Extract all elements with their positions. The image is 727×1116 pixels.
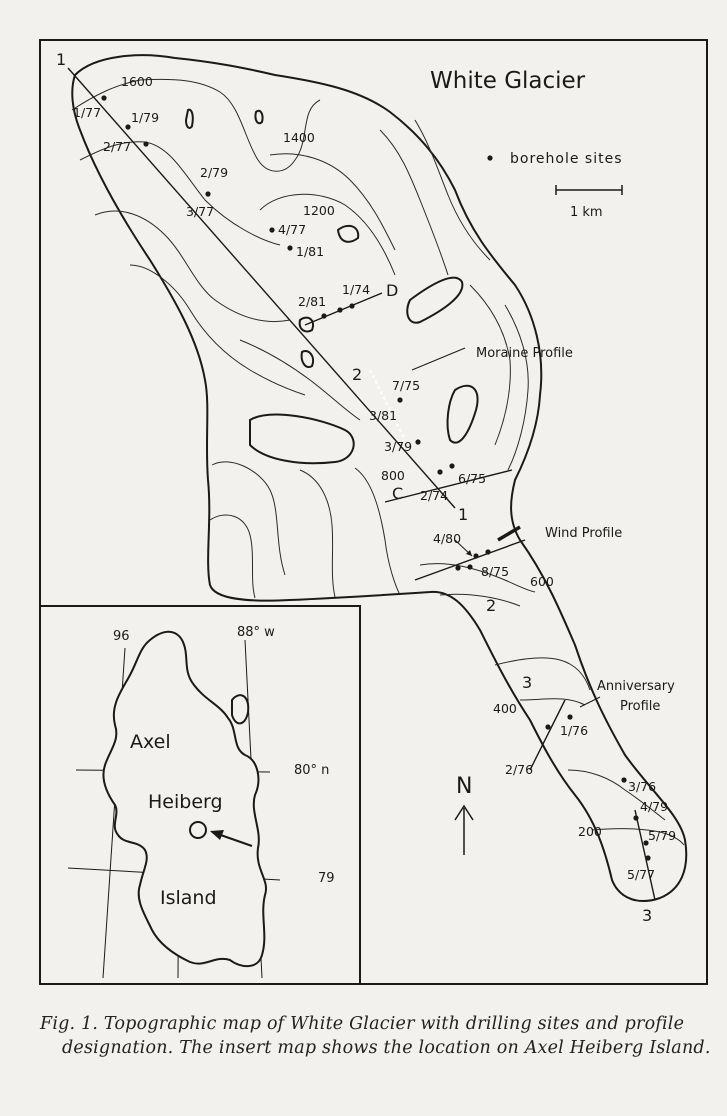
- borehole-label: 3/81: [369, 408, 398, 423]
- profile-2-start: 2: [352, 365, 363, 384]
- borehole-label: 1/74: [342, 282, 371, 297]
- borehole-label: 5/79: [648, 828, 677, 843]
- nunatak: [448, 386, 478, 443]
- borehole-label: 1/79: [131, 110, 160, 125]
- profile-3-end: 3: [642, 906, 653, 925]
- wind-profile-label: Wind Profile: [545, 526, 623, 541]
- profile-1-start: 1: [56, 50, 67, 69]
- contour-label-1200: 1200: [303, 203, 335, 218]
- borehole-label: 1/76: [560, 723, 589, 738]
- nunatak: [186, 110, 193, 128]
- borehole-label: 3/77: [186, 204, 215, 219]
- contour-label-800: 800: [381, 468, 405, 483]
- contour-label-1600: 1600: [121, 74, 153, 89]
- legend-borehole-label: borehole sites: [510, 151, 623, 167]
- nunatak: [407, 278, 462, 323]
- figure-caption: Fig. 1. Topographic map of White Glacier with drilling sites and profile designation. The insert map shows the location on Axel Heiberg Island.: [40, 1014, 711, 1058]
- borehole-label: 3/76: [628, 779, 657, 794]
- borehole-label: 2/77: [103, 139, 132, 154]
- inset-lon-88: 88° w: [237, 625, 275, 640]
- contour-label-200: 200: [578, 824, 602, 839]
- inset-label-heiberg: Heiberg: [148, 791, 223, 813]
- inset-lon-96: 96: [113, 629, 130, 644]
- profile-2-end: 2: [486, 596, 497, 615]
- borehole-label: 8/75: [481, 564, 510, 579]
- anniversary-profile-label-2: Profile: [620, 699, 661, 714]
- location-marker: [190, 822, 206, 838]
- profile-3-lower-line: [635, 810, 655, 900]
- nunatak: [250, 415, 354, 464]
- contour-label-1400: 1400: [283, 130, 315, 145]
- profile-c-label: C: [392, 484, 404, 503]
- inset-label-island: Island: [160, 887, 217, 909]
- north-label: N: [456, 774, 473, 799]
- inset-small-island: [232, 695, 248, 723]
- profile-d-label: D: [386, 281, 399, 300]
- borehole-label: 1/81: [296, 244, 325, 259]
- profile-1-end: 1: [458, 505, 469, 524]
- profile-3-start: 3: [522, 673, 533, 692]
- scale-bar: [556, 185, 622, 195]
- anniversary-profile-label-1: Anniversary: [597, 679, 675, 694]
- borehole-label: 4/77: [278, 222, 307, 237]
- inset-label-axel: Axel: [130, 731, 171, 753]
- scale-label: 1 km: [570, 205, 603, 220]
- contour-label-400: 400: [493, 701, 517, 716]
- borehole-label: 7/75: [392, 378, 421, 393]
- contour-label-600: 600: [530, 574, 554, 589]
- borehole-label: 5/77: [627, 867, 656, 882]
- borehole-label: 4/79: [640, 799, 669, 814]
- legend-dot: [487, 155, 492, 160]
- borehole-label: 3/79: [384, 439, 413, 454]
- inset-lat-80: 80° n: [294, 763, 330, 778]
- moraine-profile-label: Moraine Profile: [476, 346, 573, 361]
- borehole-label: 2/76: [505, 762, 534, 777]
- nunatak: [255, 111, 262, 124]
- borehole-label: 2/74: [420, 488, 449, 503]
- inset-lat-79: 79: [318, 871, 335, 886]
- borehole-label: 2/79: [200, 165, 229, 180]
- map-title: White Glacier: [430, 68, 586, 94]
- nunatak: [302, 351, 313, 367]
- nunatak: [338, 226, 358, 242]
- borehole-label: 4/80: [433, 531, 462, 546]
- north-arrow-icon: [455, 806, 473, 855]
- borehole-label: 1/77: [73, 105, 102, 120]
- moraine-leader: [412, 348, 465, 370]
- borehole-label: 2/81: [298, 294, 327, 309]
- borehole-label: 6/75: [458, 471, 487, 486]
